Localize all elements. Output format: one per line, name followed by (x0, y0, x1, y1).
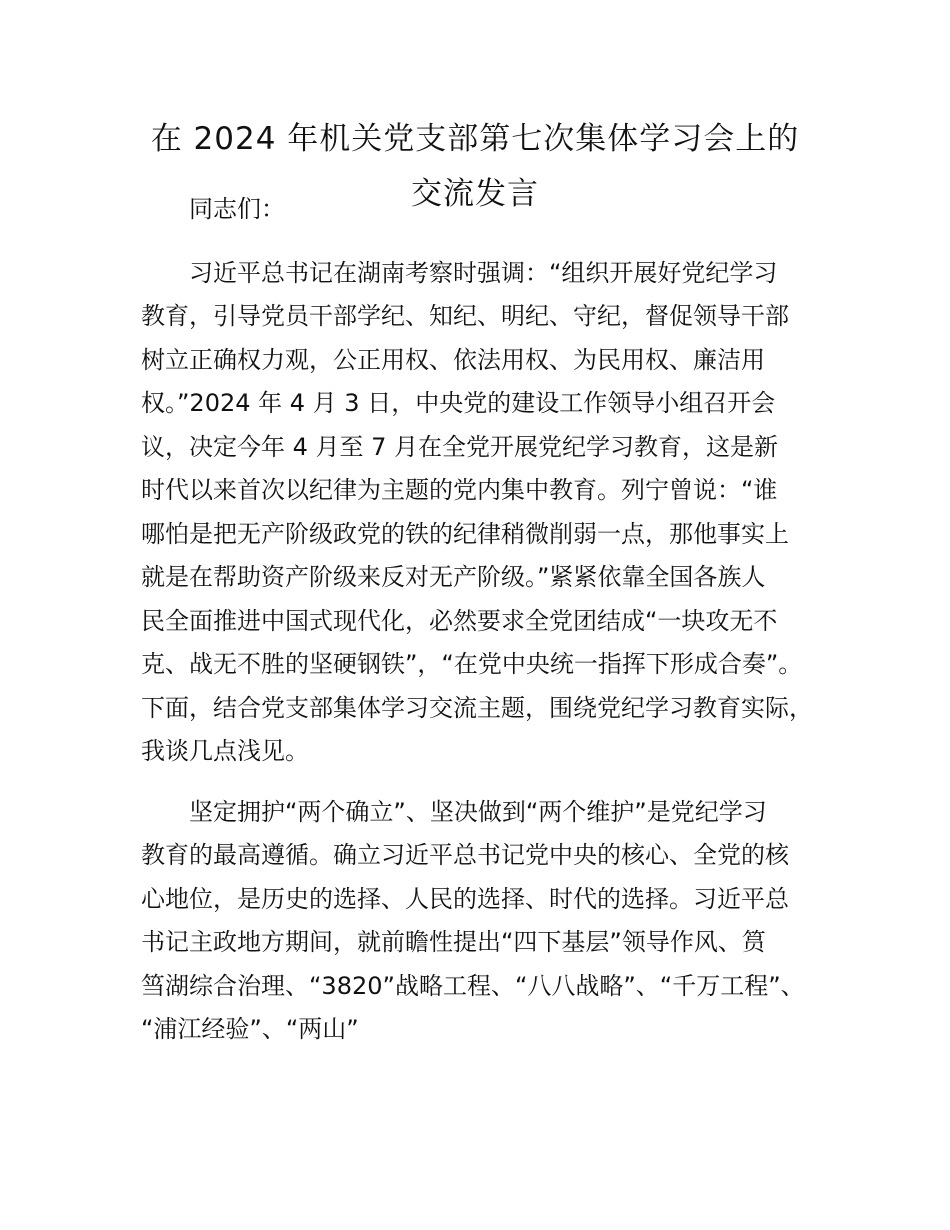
paragraph-line: 教育，引导党员干部学纪、知纪、明纪、守纪，督促领导干部 (141, 302, 789, 330)
paragraph-line: 我谈几点浅见。 (141, 737, 309, 765)
paragraph-line: 权。”2024 年 4 月 3 日，中央党的建设工作领导小组召开会 (141, 389, 776, 417)
title-line-1: 在 2024 年机关党支部第七次集体学习会上的 (150, 121, 800, 157)
salutation: 同志们： (189, 195, 285, 223)
paragraph-line: 筜湖综合治理、“3820”战略工程、“八八战略”、“千万工程”、 (141, 971, 805, 1000)
paragraph-line: 下面，结合党支部集体学习交流主题，围绕党纪学习教育实际， (141, 693, 813, 722)
paragraph-line: 民全面推进中国式现代化，必然要求全党团结成“一块攻无不 (141, 606, 778, 635)
paragraph-line: 习近平总书记在湖南考察时强调：“组织开展好党纪学习 (189, 258, 778, 287)
paragraph-line: 树立正确权力观，公正用权、依法用权、为民用权、廉洁用 (141, 345, 765, 374)
paragraph-1 (141, 252, 831, 774)
paragraph-2 (141, 791, 831, 1052)
paragraph-line: “浦江经验”、“两山” (141, 1015, 359, 1043)
paragraph-line: 哪怕是把无产阶级政党的铁的纪律稍微削弱一点，那他事实上 (141, 519, 789, 548)
paragraph-line: 坚定拥护“两个确立”、坚决做到“两个维护”是党纪学习 (189, 797, 767, 826)
paragraph-line: 教育的最高遵循。确立习近平总书记党中央的核心、全党的核 (141, 841, 789, 869)
paragraph-line: 书记主政地方期间，就前瞻性提出“四下基层”领导作风、筼 (141, 928, 766, 956)
document-body (141, 188, 831, 1052)
title-line-2: 交流发言 (411, 176, 539, 212)
paragraph-line: 心地位，是历史的选择、人民的选择、时代的选择。习近平总 (141, 884, 789, 913)
paragraph-line: 议，决定今年 4 月至 7 月在全党开展党纪学习教育，这是新 (141, 432, 779, 461)
paragraph-line: 就是在帮助资产阶级来反对无产阶级。”紧紧依靠全国各族人 (141, 563, 766, 591)
paragraph-line: 时代以来首次以纪律为主题的党内集中教育。列宁曾说：“谁 (141, 476, 778, 504)
paragraph-line: 克、战无不胜的坚硬钢铁”，“在党中央统一指挥下形成合奏”。 (141, 650, 803, 678)
